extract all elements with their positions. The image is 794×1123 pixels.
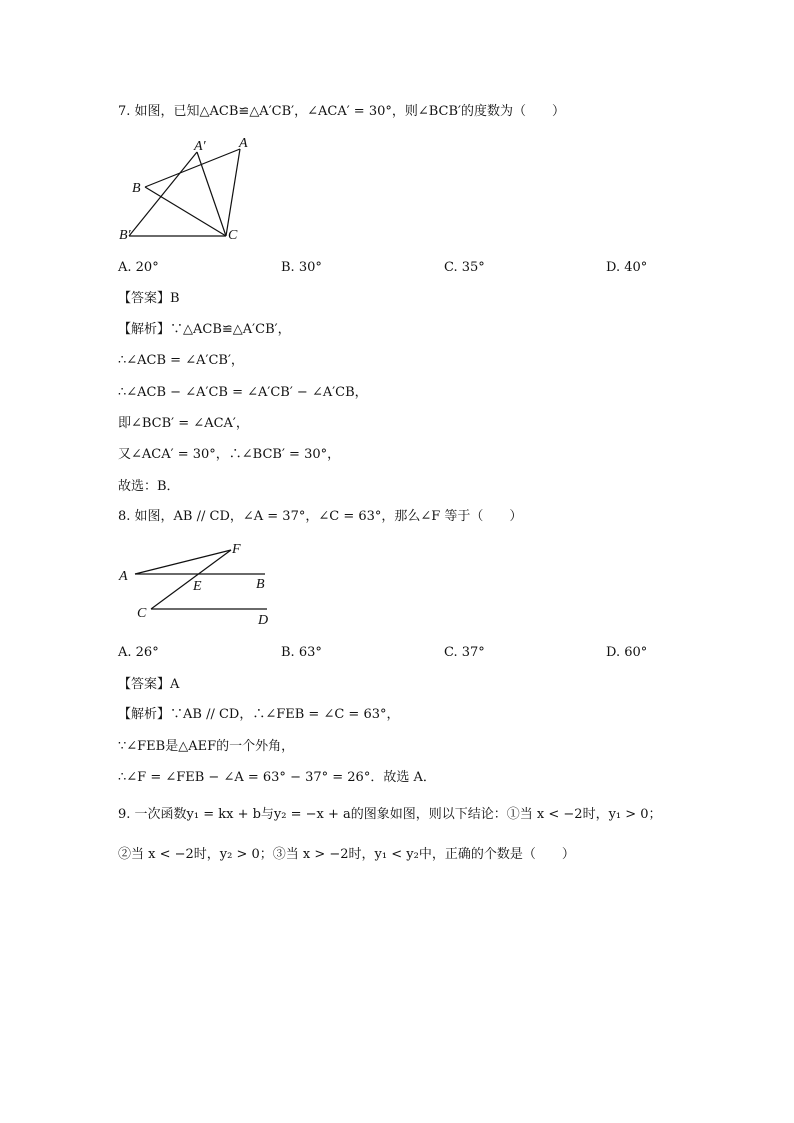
q8-option-c: C. 37° xyxy=(444,645,485,660)
q8-label-b: B xyxy=(256,577,265,592)
q7-line-a-c xyxy=(226,149,240,236)
q8-label-d: D xyxy=(258,613,269,628)
q7-line-b-c xyxy=(145,187,226,236)
q7-solution-line-1: 【解析】∵△ACB≌△A′CB′， xyxy=(118,322,291,337)
q7-label-c: C xyxy=(228,228,238,243)
q7-label-b: B xyxy=(132,181,141,196)
q8-label-f: F xyxy=(232,542,241,557)
q8-option-d: D. 60° xyxy=(606,645,648,660)
q8-line-af xyxy=(135,550,231,574)
q7-stem: 7. 如图，已知△ACB≌△A′CB′，∠ACA′ = 30°，则∠BCB′的度数为（ ） xyxy=(118,104,566,119)
q8-line-cf xyxy=(151,550,231,609)
q7-solution-line-6: 故选：B． xyxy=(118,479,180,494)
q7-option-b: B. 30° xyxy=(281,260,322,275)
q8-label-c: C xyxy=(137,606,147,621)
q8-stem: 8. 如图，AB // CD，∠A = 37°，∠C = 63°，那么∠F 等于（ ） xyxy=(118,509,523,524)
q7-solution-line-4: 即∠BCB′ = ∠ACA′， xyxy=(118,416,249,431)
q7-line-b-a xyxy=(145,149,240,187)
q7-solution-line-5: 又∠ACA′ = 30°，∴∠BCB′ = 30°， xyxy=(118,447,341,462)
q8-option-b: B. 63° xyxy=(281,645,322,660)
q7-solution-line-3: ∴∠ACB − ∠A′CB = ∠A′CB′ − ∠A′CB， xyxy=(118,385,368,400)
q7-label-a: A xyxy=(239,136,248,151)
q8-answer: 【答案】A xyxy=(118,677,180,692)
q9-stem-line-2: ②当 x < −2时，y₂ > 0；③当 x > −2时，y₁ < y₂中，正确的个数是（ ） xyxy=(118,847,575,862)
q8-figure xyxy=(115,538,285,628)
q8-option-a: A. 26° xyxy=(118,645,159,660)
q7-option-a: A. 20° xyxy=(118,260,159,275)
q8-label-e: E xyxy=(193,579,202,594)
q7-figure xyxy=(115,132,255,242)
q7-label-b-prime: B′ xyxy=(119,228,131,243)
q8-label-a: A xyxy=(119,569,128,584)
q8-solution-line-3: ∴∠F = ∠FEB − ∠A = 63° − 37° = 26°．故选 A． xyxy=(118,770,436,785)
q7-option-c: C. 35° xyxy=(444,260,485,275)
q9-stem-line-1: 9. 一次函数y₁ = kx + b与y₂ = −x + a的图象如图，则以下结论：①当 x < −2时，y₁ > 0； xyxy=(118,807,662,822)
q8-solution-line-2: ∵∠FEB是△AEF的一个外角， xyxy=(118,739,295,754)
q7-option-d: D. 40° xyxy=(606,260,648,275)
q7-answer: 【答案】B xyxy=(118,291,180,306)
q8-solution-line-1: 【解析】∵AB // CD，∴∠FEB = ∠C = 63°， xyxy=(118,707,400,722)
q7-solution-line-2: ∴∠ACB = ∠A′CB′， xyxy=(118,353,244,368)
q7-label-a-prime: A′ xyxy=(194,139,206,154)
